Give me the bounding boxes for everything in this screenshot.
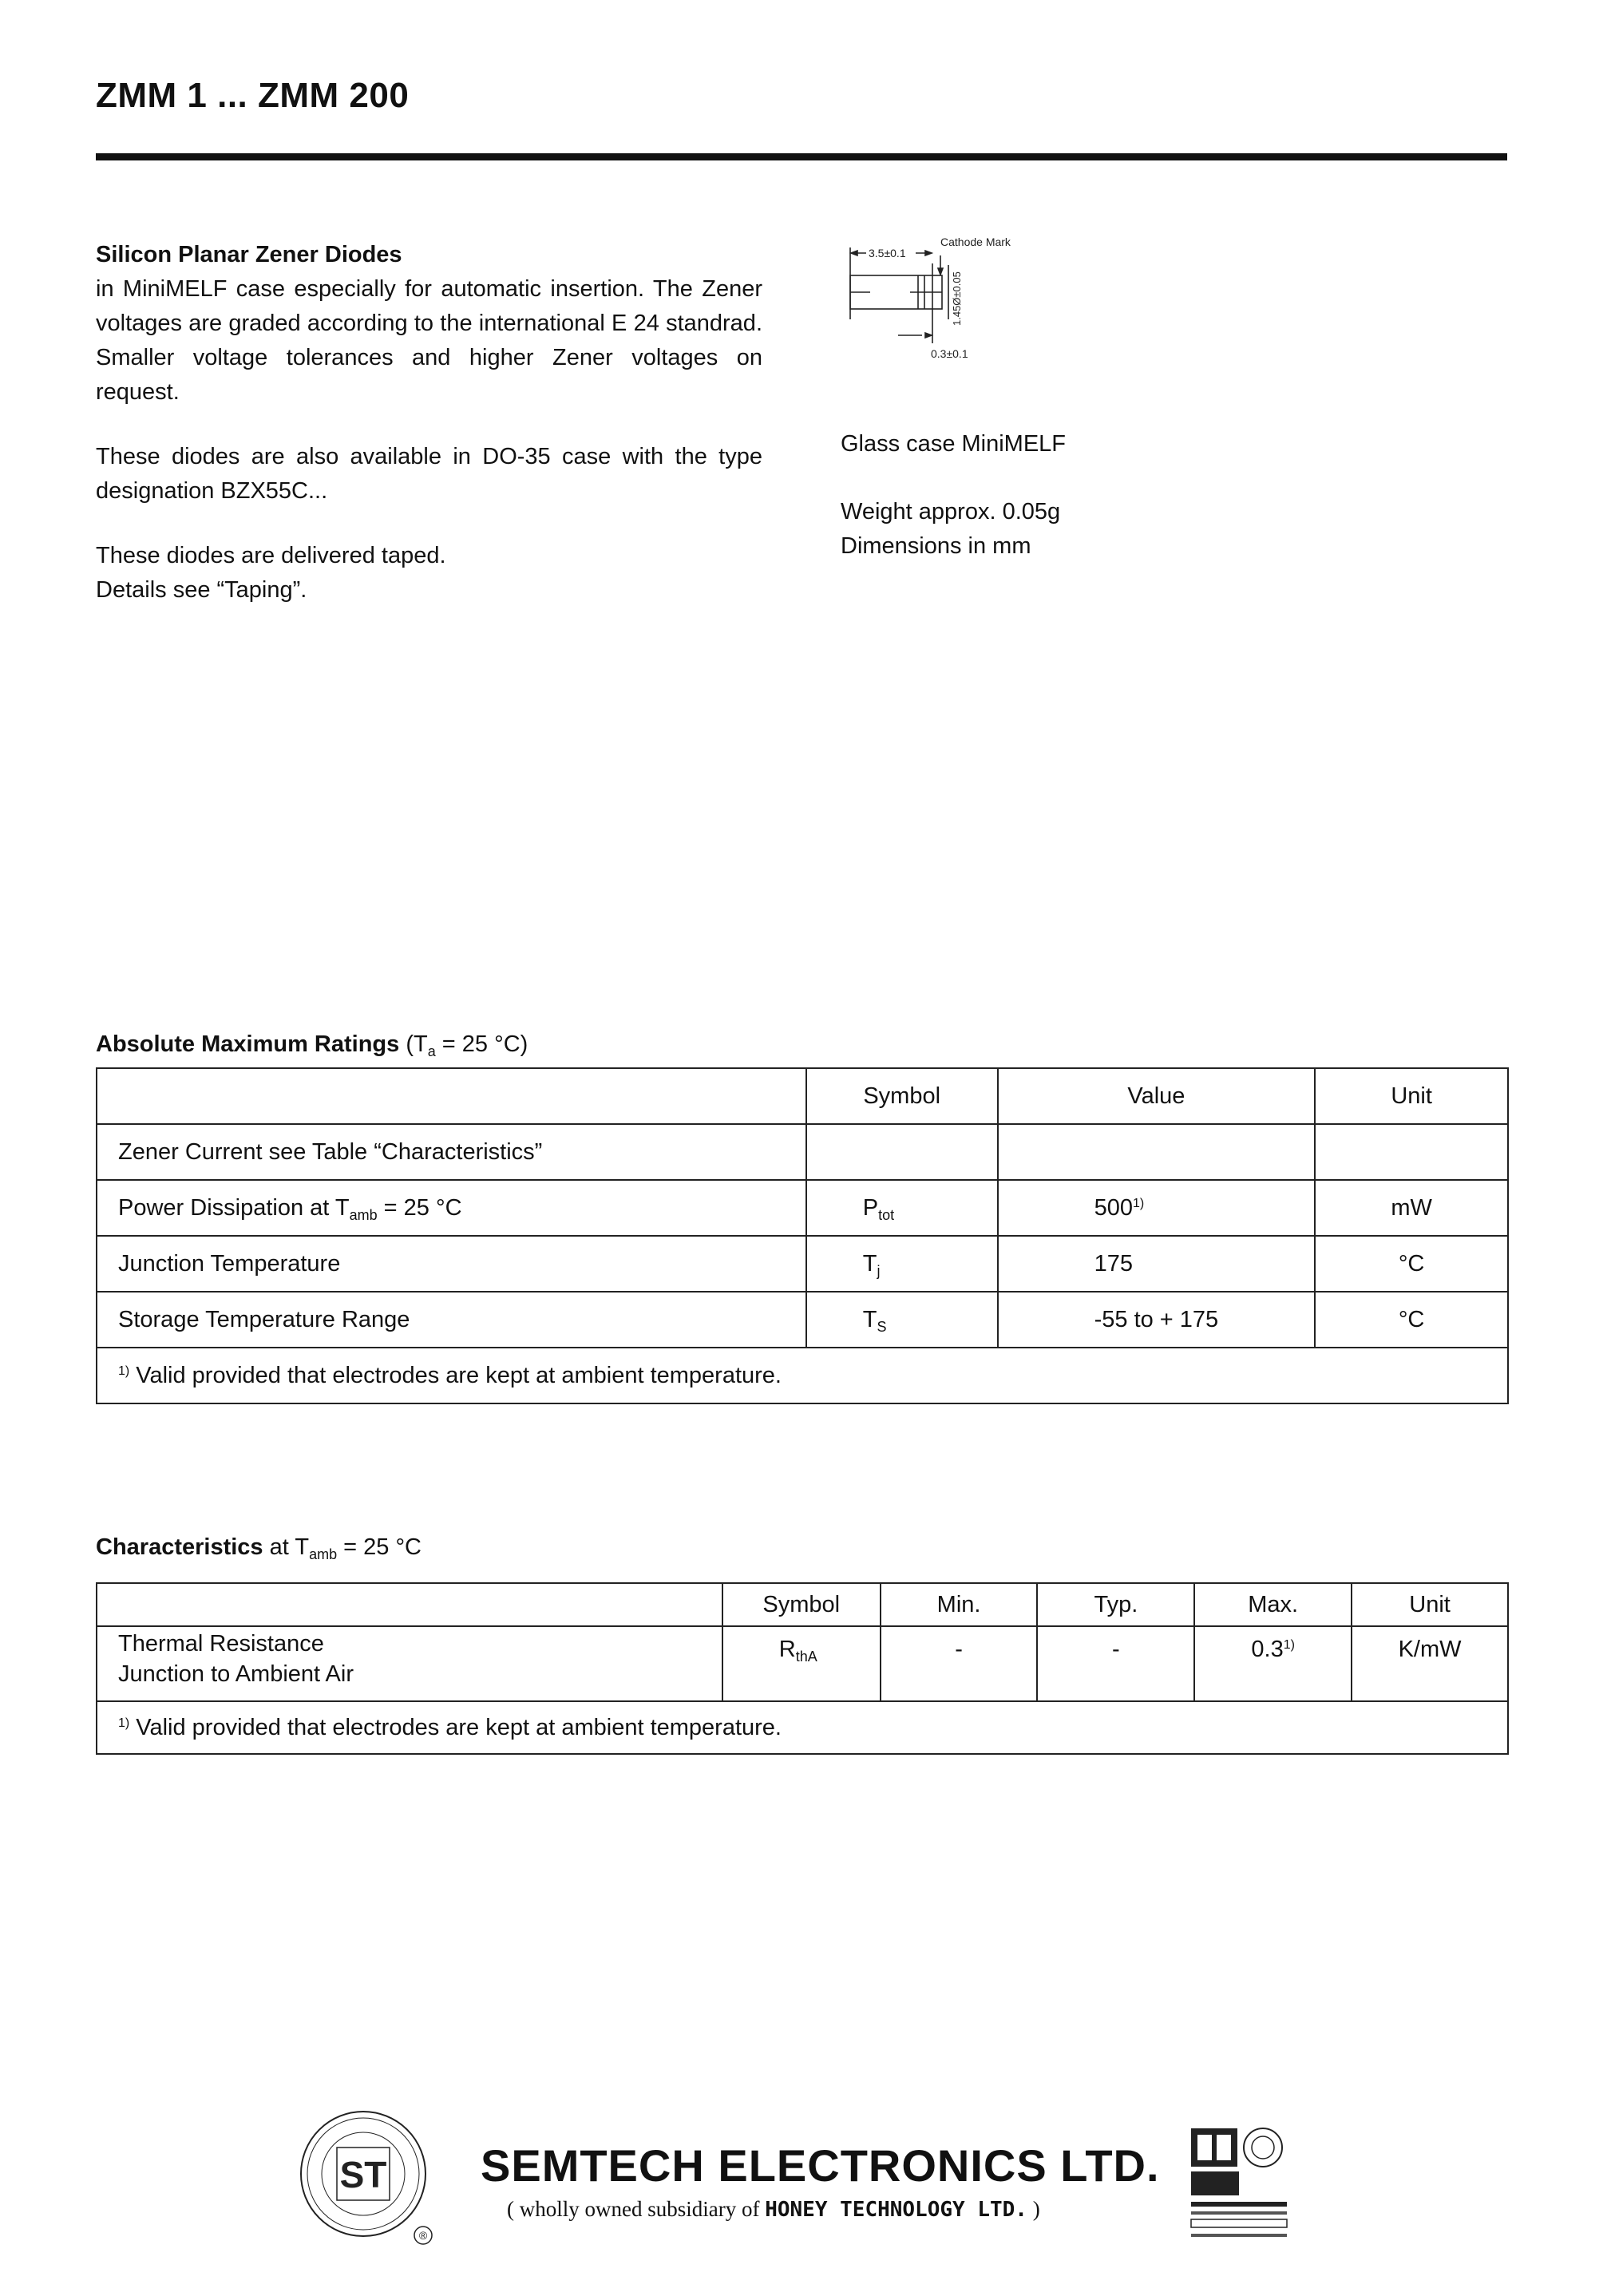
characteristics-condition [263, 1534, 422, 1560]
characteristics-title-text: Characteristics [96, 1534, 263, 1560]
abs-max-footnote-row [97, 1348, 1508, 1403]
cathode-arrow [938, 268, 943, 275]
char-cond-post: = 25 °C [337, 1534, 422, 1560]
case-label: Glass case MiniMELF [841, 431, 1067, 457]
cert-text-line-3 [1191, 2234, 1287, 2237]
company-subsidiary-line [507, 2197, 1040, 2222]
intro-p3-line1: These diodes are delivered taped. [96, 543, 446, 568]
end-dim-arrow [925, 333, 932, 338]
param-post: = 25 °C [377, 1194, 462, 1221]
cathode-mark-label: Cathode Mark [940, 236, 1011, 248]
unit-cell: °C [1315, 1292, 1508, 1348]
abs-max-condition [406, 1031, 528, 1057]
table-row [97, 1180, 1508, 1236]
abs-max-table [96, 1067, 1509, 1404]
symbol-text: T [862, 1306, 877, 1332]
symbol-sub: S [877, 1318, 887, 1335]
page-title: ZMM 1 ... ZMM 200 [96, 76, 410, 115]
param-cell [97, 1124, 806, 1180]
subsidiary-pre: ( wholly owned subsidiary of [507, 2197, 766, 2221]
char-header-param [97, 1583, 722, 1626]
value-cell: 175 [998, 1236, 1316, 1292]
abs-max-header-param [97, 1068, 806, 1124]
footnote-text: Valid provided that electrodes are kept at ambient temperature. [129, 1714, 782, 1740]
footnote-mark: 1) [118, 1716, 130, 1730]
dimensions-label: Dimensions in mm [841, 533, 1031, 559]
semtech-logo [297, 2108, 441, 2251]
symbol-cell [806, 1124, 998, 1180]
intro-heading: Silicon Planar Zener Diodes [96, 242, 402, 267]
unit-cell [1315, 1124, 1508, 1180]
symbol-cell [806, 1292, 998, 1348]
value-cell [998, 1180, 1316, 1236]
package-dimension-diagram [838, 232, 1078, 367]
abs-max-header-row [97, 1068, 1508, 1124]
param-cell [97, 1236, 806, 1292]
table-row [97, 1124, 1508, 1180]
unit-cell: mW [1315, 1180, 1508, 1236]
abs-max-header-value: Value [998, 1068, 1316, 1124]
abs-max-footnote [97, 1348, 1508, 1403]
title-rule [96, 153, 1507, 160]
char-header-min: Min. [881, 1583, 1038, 1626]
footnote-text: Valid provided that electrodes are kept at ambient temperature. [129, 1362, 782, 1388]
value-text: 500 [1094, 1194, 1133, 1221]
param-cell [97, 1180, 806, 1236]
param-cell [97, 1626, 722, 1701]
param-text: Power Dissipation at T [118, 1194, 350, 1221]
dim-arrow-right [925, 251, 932, 255]
symbol-sub: thA [795, 1649, 817, 1665]
param-line-1: Thermal Resistance [118, 1631, 324, 1657]
symbol-sub: tot [878, 1206, 895, 1223]
iso-certification-badge [1189, 2122, 1293, 2258]
char-header-unit: Unit [1352, 1583, 1508, 1626]
intro-text [96, 238, 762, 638]
dim-length-label: 3.5±0.1 [869, 247, 906, 259]
char-header-typ: Typ. [1037, 1583, 1194, 1626]
char-cond-pre: at T [263, 1534, 310, 1560]
weight-label: Weight approx. 0.05g [841, 499, 1061, 525]
cert-text-line-1 [1191, 2202, 1287, 2207]
unit-cell: K/mW [1352, 1626, 1508, 1701]
characteristics-footnote-row [97, 1701, 1508, 1754]
characteristics-title [96, 1534, 422, 1561]
typ-cell: - [1037, 1626, 1194, 1701]
symbol-cell [806, 1180, 998, 1236]
value-cell: -55 to + 175 [998, 1292, 1316, 1348]
param-sub: amb [349, 1206, 378, 1223]
param-text: Zener Current see Table “Characteristics” [118, 1138, 543, 1165]
cert-logo-glyph-2 [1217, 2135, 1231, 2160]
symbol-text: T [862, 1250, 877, 1277]
subsidiary-brand: HONEY TECHNOLOGY LTD. [765, 2198, 1027, 2222]
abs-max-header-unit: Unit [1315, 1068, 1508, 1124]
intro-p3-line2: Details see “Taping”. [96, 577, 307, 603]
characteristics-footnote [97, 1701, 1508, 1754]
subsidiary-post: ) [1027, 2197, 1040, 2221]
dim-end-label: 0.3±0.1 [931, 347, 968, 360]
value-footnote-mark: 1) [1132, 1196, 1145, 1210]
intro-paragraph-3 [96, 539, 762, 608]
footnote-mark: 1) [118, 1364, 130, 1378]
intro-body-1: in MiniMELF case especially for automatic insertion. The Zener voltages are graded according to the international E 24 standrad. Smaller voltage tolerances and higher Zener voltages on request. [96, 276, 762, 405]
max-footnote-mark: 1) [1283, 1638, 1295, 1652]
abs-max-title [96, 1031, 528, 1058]
dim-arrow-left [851, 251, 857, 255]
table-row [97, 1236, 1508, 1292]
value-cell [998, 1124, 1316, 1180]
symbol-text: R [778, 1637, 796, 1662]
characteristics-table [96, 1582, 1509, 1755]
param-line-2: Junction to Ambient Air [118, 1661, 354, 1687]
cert-text-line-2 [1191, 2211, 1287, 2215]
abs-max-cond-pre: (T [406, 1031, 428, 1057]
symbol-sub: j [877, 1262, 881, 1279]
unit-cell: °C [1315, 1236, 1508, 1292]
symbol-cell [806, 1236, 998, 1292]
param-text: Junction Temperature [118, 1250, 341, 1277]
char-cond-sub: amb [309, 1546, 338, 1562]
table-row [97, 1626, 1508, 1701]
symbol-cell [722, 1626, 881, 1701]
logo-letters: ST [339, 2154, 387, 2195]
registered-mark: ® [418, 2229, 428, 2242]
intro-paragraph-2: These diodes are also available in DO-35 case with the type designation BZX55C... [96, 444, 762, 504]
company-name: SEMTECH ELECTRONICS LTD. [481, 2140, 1160, 2191]
intro-paragraph-1 [96, 238, 762, 410]
param-text: Storage Temperature Range [118, 1306, 410, 1332]
cert-seal-inner [1252, 2136, 1274, 2159]
cert-logo-glyph-1 [1197, 2135, 1212, 2160]
cert-label-block [1191, 2171, 1239, 2195]
abs-max-header-symbol: Symbol [806, 1068, 998, 1124]
abs-max-cond-post: = 25 °C) [435, 1031, 528, 1057]
max-text: 0.3 [1251, 1637, 1284, 1662]
param-cell [97, 1292, 806, 1348]
table-row [97, 1292, 1508, 1348]
dim-diameter-label: 1.45Ø±0.05 [951, 271, 963, 326]
abs-max-cond-sub: a [427, 1043, 436, 1059]
abs-max-title-text: Absolute Maximum Ratings [96, 1031, 400, 1057]
max-cell [1194, 1626, 1352, 1701]
characteristics-header-row [97, 1583, 1508, 1626]
symbol-text: P [862, 1194, 879, 1221]
min-cell: - [881, 1626, 1038, 1701]
char-header-max: Max. [1194, 1583, 1352, 1626]
cert-seal-outer [1244, 2128, 1282, 2167]
char-header-symbol: Symbol [722, 1583, 881, 1626]
cert-number-box [1191, 2219, 1287, 2227]
